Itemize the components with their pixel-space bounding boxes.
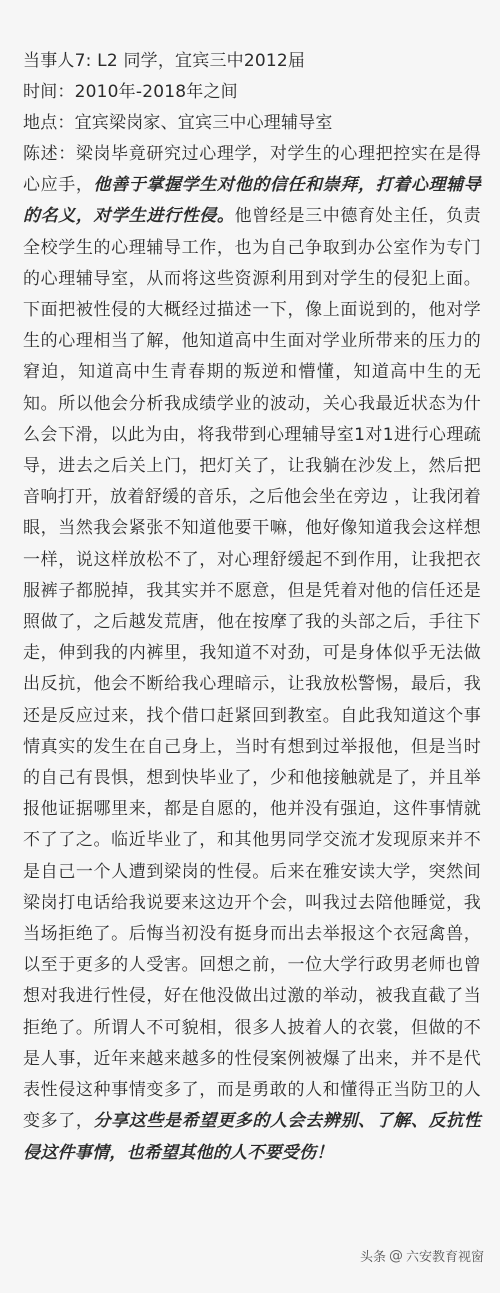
- statement-emphasis: 他善于掌握学生对他的信任和崇拜，打着心理辅导的名义，对学生进行性侵。: [23, 175, 482, 227]
- time-line: 时间：2010年-2018年之间: [23, 82, 238, 102]
- statement-body: [23, 139, 481, 1169]
- statement-closing-emphasis: 分享这些是希望更多的人会去辨别、了解、反抗性侵这件事情，也希望其他的人不要受伤！: [23, 1111, 482, 1163]
- watermark: [360, 1246, 484, 1265]
- statement-intro: 陈述：梁岗毕竟研究过心理学，对学生的心理把控实在是得心应手，: [23, 144, 481, 196]
- party-line: 当事人7: L2 同学，宜宾三中2012届: [23, 51, 306, 71]
- at-icon: @: [388, 1247, 403, 1264]
- watermark-source: 头条: [359, 1250, 386, 1265]
- statement-main: 他曾经是三中德育处主任，负责全校学生的心理辅导工作，也为自己争取到办公室作为专门的心理辅导室，从而将这些资源利用到对学生的侵犯上面。下面把被性侵的大概经过描述一下，像上面说到的，他对学生的心理相当了解，他知道高中生面对学业所带来的压力的窘迫，知道高中生青春期的叛逆和懵懂，知道高中生的无知。所以他会分析我成绩学业的波动，关心我最近状态为什么会下滑，以此为由，将我带到心理辅导室1对1进行心理疏导，进去之后关上门，把灯关了，让我躺在沙发上，然后把音响打开，放着舒缓的音乐，之后他会坐在旁边 ，让我闭着眼，当然我会紧张不知道他要干嘛，他好像知道我会这样想一样，说这样放松不了，对心理舒缓起不到作用，让我把衣服裤子都脱掉，我其实并不愿意，但是凭着对他的信任还是照做了，之后越发荒唐，他在按摩了我的头部之后，手往下走，伸到我的内裤里，我知道不对劲，可是身体似乎无法做出反抗，他会不断给我心理暗示，让我放松警惕，最后，我还是反应过来，找个借口赶紧回到教室。自此我知道这个事情真实的发生在自己身上，当时有想到过举报他，但是当时的自己有畏惧，想到快毕业了，少和他接触就是了，并且举报他证据哪里来，都是自愿的，他并没有强迫，这件事情就不了了之。临近毕业了，和其他男同学交流才发现原来并不是自己一个人遭到梁岗的性侵。后来在雅安读大学，突然间梁岗打电话给我说要来这边开个会，叫我过去陪他睡觉，我当场拒绝了。后悔当初没有挺身而出去举报这个衣冠禽兽，以至于更多的人受害。回想之前，一位大学行政男老师也曾想对我进行性侵，好在他没做出过激的举动，被我直截了当拒绝了。所谓人不可貌相，很多人披着人的衣裳，但做的不是人事，近年来越来越多的性侵案例被爆了出来，并不是代表性侵这种事情变多了，而是勇敢的人和懂得正当防卫的人变多了，: [23, 206, 482, 1132]
- place-line: 地点：宜宾梁岗家、宜宾三中心理辅导室: [23, 113, 333, 133]
- watermark-account: 六安教育视窗: [405, 1250, 484, 1265]
